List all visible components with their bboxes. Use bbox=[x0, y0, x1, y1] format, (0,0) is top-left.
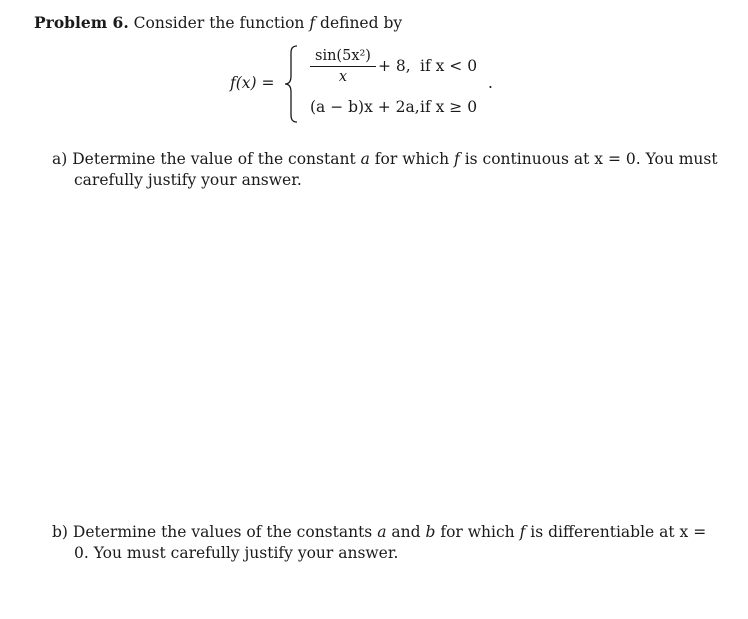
problem-intro-var: f bbox=[309, 14, 316, 32]
part-a-var-3: x = 0. bbox=[594, 150, 641, 168]
formula-case-2 bbox=[310, 98, 478, 116]
part-b-text-1: Determine the values of the constants bbox=[72, 523, 373, 541]
formula-lhs: f(x) = bbox=[230, 74, 275, 92]
part-a-text-3: is continuous at bbox=[464, 150, 590, 168]
left-brace-icon bbox=[284, 44, 300, 124]
part-b-var-1: a bbox=[377, 523, 387, 541]
problem-heading bbox=[34, 13, 402, 33]
case-1-tail: + 8, bbox=[378, 57, 411, 75]
fraction-denominator: x bbox=[338, 69, 348, 85]
fraction-numerator: sin(5x²) bbox=[315, 48, 371, 64]
problem-intro-suffix: defined by bbox=[320, 14, 403, 32]
part-b-text-3: for which bbox=[440, 523, 515, 541]
part-b-var-3: f bbox=[519, 523, 526, 541]
case-2-condition: if x ≥ 0 bbox=[420, 98, 478, 116]
case-1-condition: if x < 0 bbox=[420, 57, 478, 75]
part-a-text-4: You must carefully justify your answer. bbox=[74, 150, 718, 189]
problem-number: Problem 6. bbox=[34, 13, 129, 32]
part-b-label: b) bbox=[52, 523, 68, 541]
part-b-var-4: x = 0. bbox=[74, 523, 707, 562]
part-b-var-2: b bbox=[425, 523, 436, 541]
problem-intro-prefix: Consider the function bbox=[133, 14, 305, 32]
part-b-text-2: and bbox=[391, 523, 421, 541]
part-a-text-1: Determine the value of the constant bbox=[72, 150, 356, 168]
part-b-text-4: is differentiable at bbox=[530, 523, 675, 541]
part-a-var-2: f bbox=[454, 150, 460, 168]
part-a-label: a) bbox=[52, 150, 68, 168]
formula-end-mark: . bbox=[488, 74, 493, 92]
part-a bbox=[52, 149, 724, 191]
piecewise-formula bbox=[230, 44, 500, 124]
case-2-expression: (a − b)x + 2a, bbox=[310, 98, 420, 116]
part-a-text-2: for which bbox=[374, 150, 450, 168]
part-b-text-5: You must carefully justify your answer. bbox=[93, 544, 399, 562]
fraction bbox=[310, 48, 376, 86]
fraction-bar bbox=[310, 66, 376, 67]
part-a-var-1: a bbox=[360, 150, 370, 168]
part-b bbox=[52, 522, 724, 564]
